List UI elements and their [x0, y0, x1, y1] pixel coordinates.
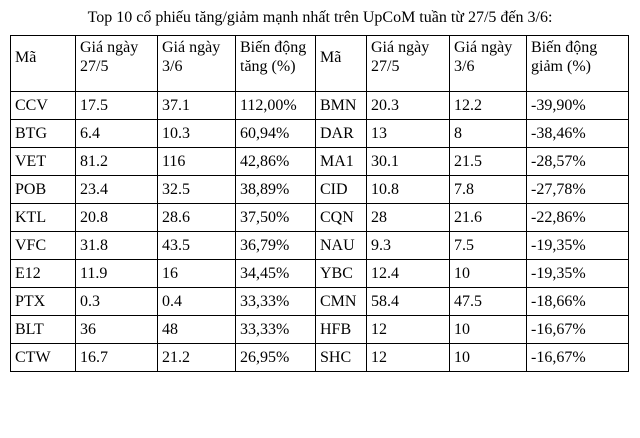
table-row [11, 344, 629, 372]
table-row [11, 260, 629, 288]
header-loss-code: Mã [316, 36, 367, 92]
gain-code-cell: E12 [11, 260, 76, 288]
gain-price-1-cell: 0.3 [76, 288, 158, 316]
gain-change-cell: 33,33% [236, 288, 316, 316]
gain-code-cell: VFC [11, 232, 76, 260]
loss-change-cell: -16,67% [527, 344, 629, 372]
gain-price-1-cell: 16.7 [76, 344, 158, 372]
gain-change-cell: 38,89% [236, 176, 316, 204]
loss-code-cell: MA1 [316, 148, 367, 176]
loss-code-cell: HFB [316, 316, 367, 344]
gain-change-cell: 34,45% [236, 260, 316, 288]
loss-price-1-cell: 9.3 [367, 232, 450, 260]
loss-price-1-cell: 20.3 [367, 92, 450, 120]
loss-change-cell: -27,78% [527, 176, 629, 204]
loss-price-2-cell: 21.6 [450, 204, 527, 232]
header-loss-change [527, 36, 629, 92]
loss-price-2-cell: 12.2 [450, 92, 527, 120]
loss-change-cell: -28,57% [527, 148, 629, 176]
gain-price-2-cell: 0.4 [158, 288, 236, 316]
loss-price-1-cell: 12 [367, 316, 450, 344]
gain-price-1-cell: 36 [76, 316, 158, 344]
loss-code-cell: CID [316, 176, 367, 204]
gain-code-cell: VET [11, 148, 76, 176]
header-gain-price-2 [158, 36, 236, 92]
table-row [11, 288, 629, 316]
gain-price-1-cell: 6.4 [76, 120, 158, 148]
header-loss-price-2 [450, 36, 527, 92]
loss-price-1-cell: 13 [367, 120, 450, 148]
header-gain-change [236, 36, 316, 92]
gain-code-cell: CTW [11, 344, 76, 372]
loss-price-1-cell: 30.1 [367, 148, 450, 176]
gain-price-1-cell: 11.9 [76, 260, 158, 288]
header-line: 3/6 [454, 58, 475, 75]
loss-price-2-cell: 21.5 [450, 148, 527, 176]
table-row [11, 232, 629, 260]
header-line: Biến động [531, 39, 598, 56]
gain-code-cell: PTX [11, 288, 76, 316]
loss-code-cell: CQN [316, 204, 367, 232]
gain-price-2-cell: 43.5 [158, 232, 236, 260]
loss-code-cell: SHC [316, 344, 367, 372]
gain-change-cell: 42,86% [236, 148, 316, 176]
loss-change-cell: -16,67% [527, 316, 629, 344]
gain-price-2-cell: 16 [158, 260, 236, 288]
loss-code-cell: DAR [316, 120, 367, 148]
loss-price-1-cell: 12 [367, 344, 450, 372]
loss-price-1-cell: 10.8 [367, 176, 450, 204]
loss-change-cell: -38,46% [527, 120, 629, 148]
gain-price-1-cell: 17.5 [76, 92, 158, 120]
table-row [11, 176, 629, 204]
gain-change-cell: 33,33% [236, 316, 316, 344]
gain-change-cell: 37,50% [236, 204, 316, 232]
gain-code-cell: BLT [11, 316, 76, 344]
loss-price-2-cell: 10 [450, 260, 527, 288]
table-caption: Top 10 cổ phiếu tăng/giảm mạnh nhất trên UpCoM tuần từ 27/5 đến 3/6: [87, 9, 553, 26]
header-line: 27/5 [371, 58, 400, 75]
table-row [11, 316, 629, 344]
loss-price-2-cell: 10 [450, 316, 527, 344]
header-line: Giá ngày [454, 39, 513, 56]
gain-price-2-cell: 37.1 [158, 92, 236, 120]
loss-change-cell: -22,86% [527, 204, 629, 232]
gain-price-2-cell: 48 [158, 316, 236, 344]
loss-change-cell: -19,35% [527, 260, 629, 288]
table-row [11, 92, 629, 120]
header-line: Giá ngày [162, 39, 221, 56]
loss-code-cell: NAU [316, 232, 367, 260]
header-line: 3/6 [162, 58, 183, 75]
loss-price-1-cell: 28 [367, 204, 450, 232]
loss-code-cell: CMN [316, 288, 367, 316]
gain-price-1-cell: 20.8 [76, 204, 158, 232]
loss-change-cell: -39,90% [527, 92, 629, 120]
loss-change-cell: -18,66% [527, 288, 629, 316]
gain-change-cell: 26,95% [236, 344, 316, 372]
header-row [11, 36, 629, 92]
header-gain-price-1 [76, 36, 158, 92]
loss-price-1-cell: 58.4 [367, 288, 450, 316]
gain-price-2-cell: 10.3 [158, 120, 236, 148]
loss-price-1-cell: 12.4 [367, 260, 450, 288]
stock-movers-table [10, 35, 629, 372]
loss-price-2-cell: 47.5 [450, 288, 527, 316]
loss-change-cell: -19,35% [527, 232, 629, 260]
gain-price-1-cell: 23.4 [76, 176, 158, 204]
gain-code-cell: BTG [11, 120, 76, 148]
header-loss-price-1 [367, 36, 450, 92]
loss-price-2-cell: 7.8 [450, 176, 527, 204]
gain-code-cell: POB [11, 176, 76, 204]
table-header [11, 36, 629, 92]
gain-code-cell: KTL [11, 204, 76, 232]
gain-price-1-cell: 81.2 [76, 148, 158, 176]
table-row [11, 148, 629, 176]
header-line: Giá ngày [80, 39, 139, 56]
header-line: Giá ngày [371, 39, 430, 56]
gain-price-2-cell: 32.5 [158, 176, 236, 204]
header-line: giảm (%) [531, 58, 591, 75]
table-row [11, 204, 629, 232]
loss-price-2-cell: 7.5 [450, 232, 527, 260]
gain-price-2-cell: 28.6 [158, 204, 236, 232]
loss-price-2-cell: 10 [450, 344, 527, 372]
loss-code-cell: BMN [316, 92, 367, 120]
gain-price-2-cell: 21.2 [158, 344, 236, 372]
header-line: Biến động [240, 39, 307, 56]
header-line: 27/5 [80, 58, 109, 75]
gain-code-cell: CCV [11, 92, 76, 120]
gain-change-cell: 112,00% [236, 92, 316, 120]
header-line: tăng (%) [240, 58, 296, 75]
loss-price-2-cell: 8 [450, 120, 527, 148]
table-body [11, 92, 629, 372]
gain-change-cell: 60,94% [236, 120, 316, 148]
gain-price-1-cell: 31.8 [76, 232, 158, 260]
gain-change-cell: 36,79% [236, 232, 316, 260]
header-gain-code: Mã [11, 36, 76, 92]
gain-price-2-cell: 116 [158, 148, 236, 176]
table-row [11, 120, 629, 148]
loss-code-cell: YBC [316, 260, 367, 288]
